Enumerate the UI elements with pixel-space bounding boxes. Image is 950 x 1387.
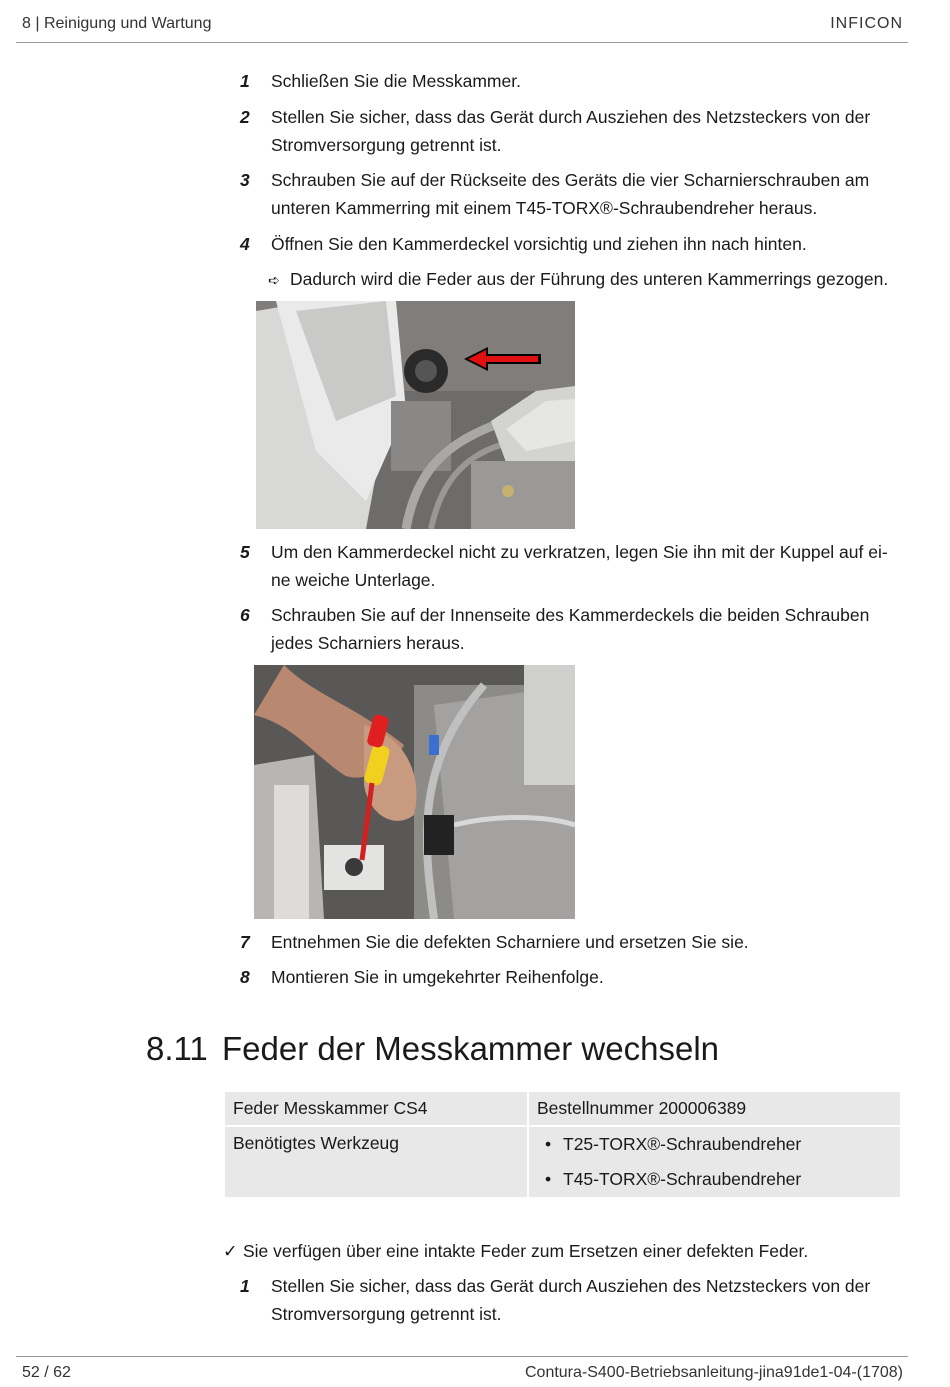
table-cell-tools (528, 1126, 901, 1198)
table-row (224, 1126, 901, 1198)
step-number: 8 (240, 967, 250, 987)
precondition-text: Sie verfügen über eine intakte Feder zum Ersetzen einer defekten Feder. (243, 1241, 809, 1261)
step-number: 3 (240, 170, 250, 190)
step-text: Um den Kammerdeckel nicht zu verkratzen, legen Sie ihn mit der Kuppel auf ei-ne weiche Unterlage. (271, 542, 888, 590)
header-section-title: 8 | Reinigung und Wartung (22, 15, 212, 32)
step-text: Stellen Sie sicher, dass das Gerät durch Ausziehen des Netzsteckers von der Stromversorgung getrennt ist. (271, 1276, 871, 1324)
step-3 (240, 166, 900, 222)
step-text: Entnehmen Sie die defekten Scharniere und ersetzen Sie sie. (271, 932, 749, 952)
result-arrow-icon: ➪ (268, 272, 280, 288)
step-text: Öffnen Sie den Kammerdeckel vorsichtig und ziehen ihn nach hinten. (271, 234, 807, 254)
step-2 (240, 103, 900, 159)
step-8 (240, 963, 900, 991)
header-brand: INFICON (830, 15, 903, 32)
table-cell-label: Feder Messkammer CS4 (224, 1091, 528, 1126)
footer-page-number: 52 / 62 (22, 1364, 71, 1381)
list-item: • T45-TORX®-Schraubendreher (545, 1169, 802, 1189)
result-text: Dadurch wird die Feder aus der Führung des unteren Kammerrings gezogen. (290, 269, 889, 289)
tool-name: T45-TORX®-Schraubendreher (563, 1169, 802, 1189)
photo-hinge-screwdriver (254, 665, 575, 919)
tool-list (537, 1127, 892, 1197)
footer-document-name: Contura-S400-Betriebsanleitung-jina91de1-04-(1708) (524, 1364, 903, 1381)
table-row (224, 1091, 901, 1126)
step-4-result (268, 265, 908, 294)
step-text: Schrauben Sie auf der Innenseite des Kammerdeckels die beiden Schrauben jedes Scharniers heraus. (271, 605, 870, 653)
step-number: 1 (240, 71, 250, 91)
step-number: 2 (240, 107, 250, 127)
header-divider (16, 42, 908, 43)
step-5 (240, 538, 900, 594)
step-7 (240, 928, 900, 956)
step-text: Montieren Sie in umgekehrter Reihenfolge. (271, 967, 604, 987)
step-text: Stellen Sie sicher, dass das Gerät durch Ausziehen des Netzsteckers von der Stromversorgung getrennt ist. (271, 107, 871, 155)
step-number: 6 (240, 605, 250, 625)
footer-divider (16, 1356, 908, 1357)
step-number: 5 (240, 542, 250, 562)
step-number: 7 (240, 932, 250, 952)
photo-chamber-lid (256, 301, 575, 529)
section-number: 8.11 (146, 1030, 208, 1067)
checkmark-icon: ✓ (223, 1241, 238, 1261)
table-cell-value: Bestellnummer 200006389 (528, 1091, 901, 1126)
table-cell-label: Benötigtes Werkzeug (224, 1126, 528, 1198)
step-number: 4 (240, 234, 250, 254)
section-title: Feder der Messkammer wechseln (222, 1030, 719, 1067)
step-6 (240, 601, 900, 657)
step-text: Schrauben Sie auf der Rückseite des Geräts die vier Scharnierschrauben am unteren Kammerring mit einem T45-TORX®-Schraubendreher heraus. (271, 170, 870, 218)
section-heading (146, 1030, 719, 1068)
tool-name: T25-TORX®-Schraubendreher (563, 1134, 802, 1154)
step-4 (240, 230, 900, 258)
precondition (223, 1237, 808, 1265)
list-item: • T25-TORX®-Schraubendreher (545, 1134, 802, 1154)
step-text: Schließen Sie die Messkammer. (271, 71, 521, 91)
step-number: 1 (240, 1276, 250, 1296)
parts-table (223, 1090, 902, 1199)
step-1 (240, 67, 900, 95)
step-1-section-8-11 (240, 1272, 900, 1328)
